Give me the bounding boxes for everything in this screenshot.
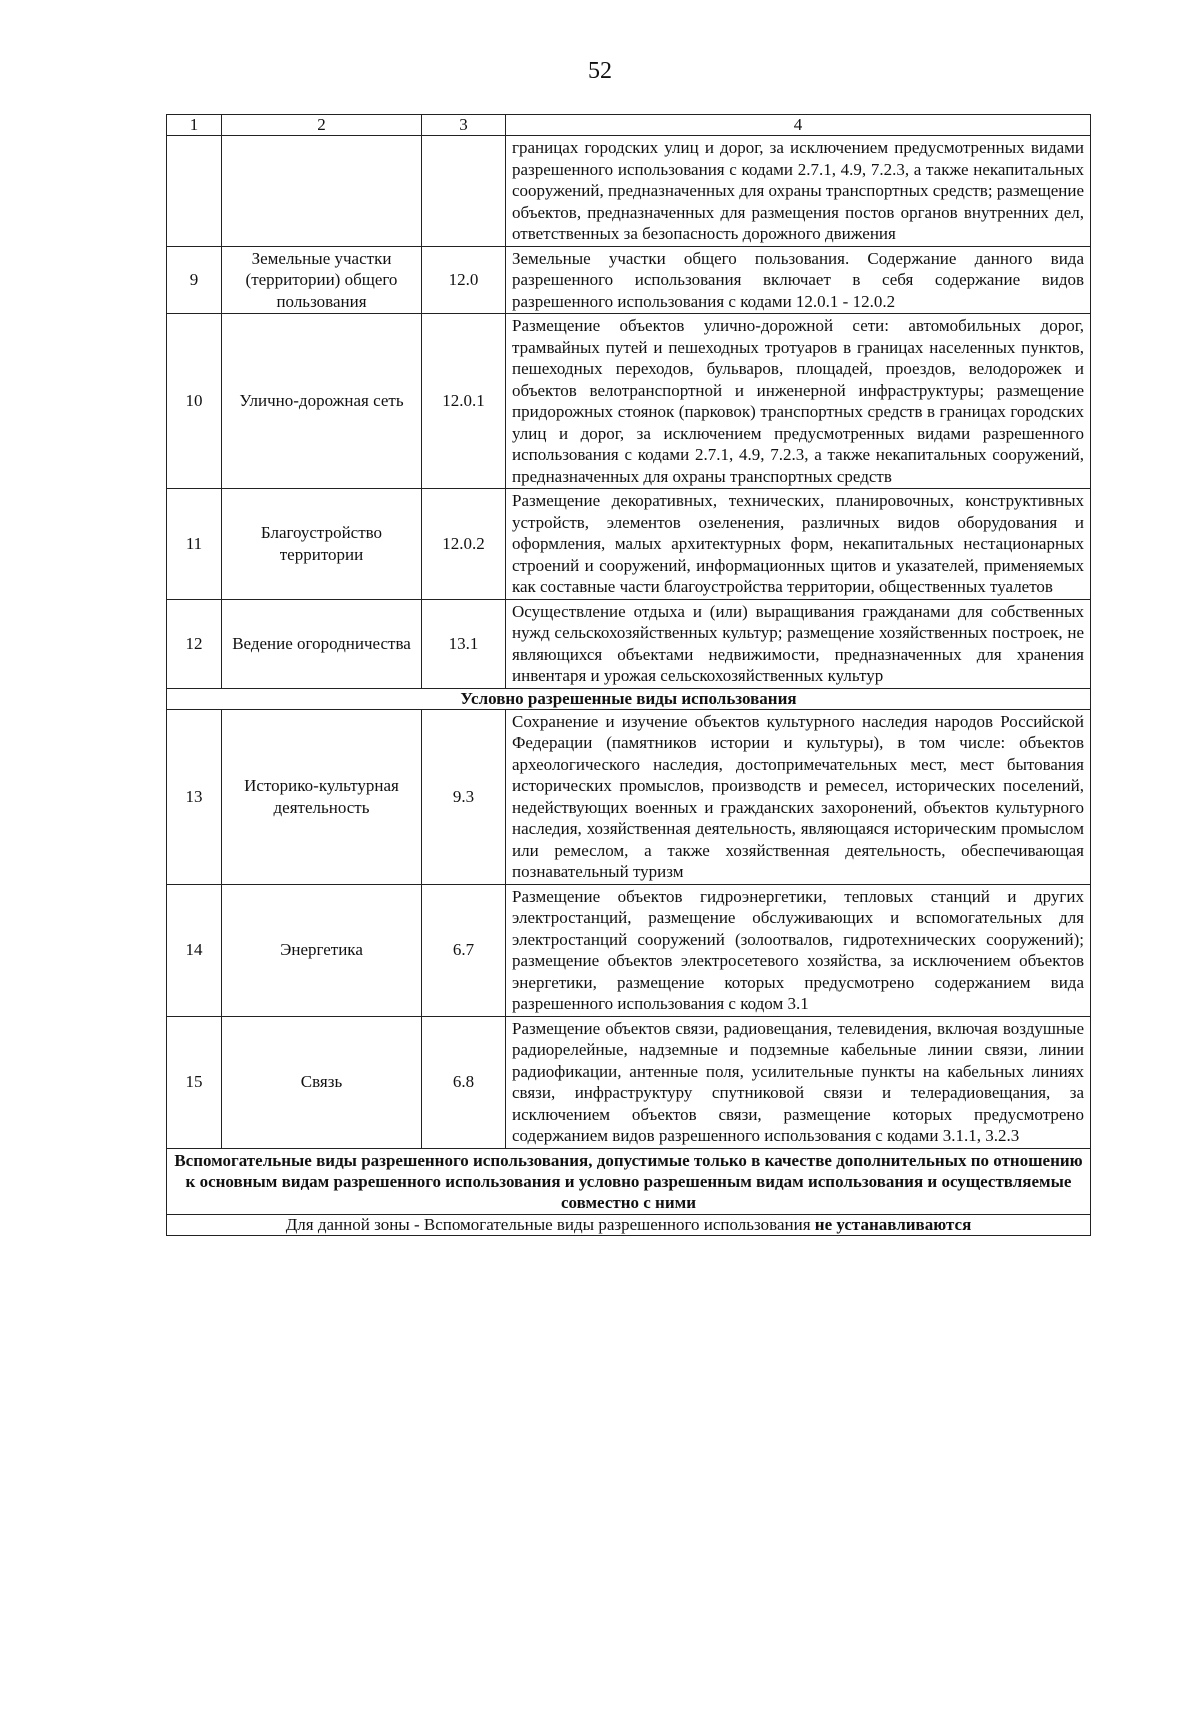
page-number: 52 (588, 58, 612, 84)
empty-cell (422, 136, 506, 247)
row-number: 13 (167, 709, 222, 884)
use-type-name: Энергетика (222, 884, 422, 1016)
use-type-description: Размещение объектов гидроэнергетики, тепловых станций и других электростанций, размещение обслуживающих и вспомогательных для электростанций сооружений (золоотвалов, гидротехнических сооружений); размещение объектов электросетевого хозяйства, за исключением объектов энергетики, размещение которых предусмотрено содержанием вида разрешенного использования с кодом 3.1 (506, 884, 1091, 1016)
use-type-description: Размещение объектов улично-дорожной сети: автомобильных дорог, трамвайных путей и пешеходных тротуаров в границах населенных пунктов, пешеходных переходов, бульваров, площадей, проездов, велодорожек и объектов велотранспортной и инженерной инфраструктуры; размещение придорожных стоянок (парковок) транспортных средств в границах городских улиц и дорог, за исключением предусмотренных видами разрешенного использования с кодами 2.7.1, 4.9, 7.2.3, а также некапитальных сооружений, предназначенных для охраны транспортных средств (506, 314, 1091, 489)
empty-cell (167, 136, 222, 247)
continuation-row (167, 136, 1091, 247)
use-type-description: Размещение декоративных, технических, планировочных, конструктивных устройств, элементов озеленения, различных видов оборудования и оформления, малых архитектурных форм, некапитальных нестационарных строений и сооружений, информационных щитов и указателей, применяемых как составные части благоустройства территории, общественных туалетов (506, 489, 1091, 600)
footer-note-text: Для данной зоны - Вспомогательные виды разрешенного использования (285, 1214, 815, 1234)
table-row (167, 489, 1091, 600)
use-type-code: 12.0 (422, 246, 506, 314)
table-row (167, 314, 1091, 489)
use-type-code: 6.7 (422, 884, 506, 1016)
use-type-code: 12.0.1 (422, 314, 506, 489)
land-use-table (166, 114, 1091, 1236)
table-row (167, 246, 1091, 314)
section-conditional-title: Условно разрешенные виды использования (167, 688, 1091, 709)
use-type-code: 6.8 (422, 1016, 506, 1148)
table-row (167, 1016, 1091, 1148)
table-row (167, 709, 1091, 884)
use-type-code: 9.3 (422, 709, 506, 884)
section-auxiliary-title: Вспомогательные виды разрешенного использования, допустимые только в качестве дополнительных по отношению к основным видам разрешенного использования и условно разрешенным видам использования и осуществляемые совместно с ними (167, 1148, 1091, 1214)
use-type-description: Осуществление отдыха и (или) выращивания гражданами для собственных нужд сельскохозяйственных культур; размещение хозяйственных построек, не являющихся объектами недвижимости, предназначенных для хранения инвентаря и урожая сельскохозяйственных культур (506, 599, 1091, 688)
row-number: 10 (167, 314, 222, 489)
section-auxiliary-row (167, 1148, 1091, 1214)
column-header-3: 3 (422, 115, 506, 136)
row-number: 14 (167, 884, 222, 1016)
section-conditional-row (167, 688, 1091, 709)
use-type-name: Связь (222, 1016, 422, 1148)
continuation-description: границах городских улиц и дорог, за исключением предусмотренных видами разрешенного использования с кодами 2.7.1, 4.9, 7.2.3, а также некапитальных сооружений, предназначенных для охраны транспортных средств; размещение объектов, предназначенных для размещения постов органов внутренних дел, ответственных за безопасность дорожного движения (506, 136, 1091, 247)
use-type-description: Размещение объектов связи, радиовещания, телевидения, включая воздушные радиорелейные, надземные и подземные кабельные линии связи, линии радиофикации, антенные поля, усилительные пункты на кабельных линиях связи, инфраструктуру спутниковой связи и телерадиовещания, за исключением объектов связи, размещение которых предусмотрено содержанием видов разрешенного использования с кодами 3.1.1, 3.2.3 (506, 1016, 1091, 1148)
table-row (167, 599, 1091, 688)
row-number: 12 (167, 599, 222, 688)
table-row (167, 884, 1091, 1016)
column-header-2: 2 (222, 115, 422, 136)
footer-note-emphasis: не устанавливаются (814, 1214, 972, 1234)
footer-row (167, 1214, 1091, 1235)
row-number: 11 (167, 489, 222, 600)
column-header-4: 4 (506, 115, 1091, 136)
row-number: 15 (167, 1016, 222, 1148)
use-type-description: Сохранение и изучение объектов культурного наследия народов Российской Федерации (памятников истории и культуры), в том числе: объектов археологического наследия, достопримечательных мест, мест бытования исторических промыслов, производств и ремесел, исторических поселений, недействующих военных и гражданских захоронений, объектов культурного наследия, хозяйственная деятельность, являющаяся историческим промыслом или ремеслом, а также хозяйственная деятельность, обеспечивающая познавательный туризм (506, 709, 1091, 884)
column-header-1: 1 (167, 115, 222, 136)
use-type-name: Историко-культурная деятельность (222, 709, 422, 884)
use-type-name: Земельные участки (территории) общего пользования (222, 246, 422, 314)
footer-note (167, 1214, 1091, 1235)
use-type-name: Благоустройство территории (222, 489, 422, 600)
use-type-code: 12.0.2 (422, 489, 506, 600)
use-type-name: Ведение огородничества (222, 599, 422, 688)
table-header-row (167, 115, 1091, 136)
use-type-code: 13.1 (422, 599, 506, 688)
use-type-name: Улично-дорожная сеть (222, 314, 422, 489)
use-type-description: Земельные участки общего пользования. Содержание данного вида разрешенного использования включает в себя содержание видов разрешенного использования с кодами 12.0.1 - 12.0.2 (506, 246, 1091, 314)
empty-cell (222, 136, 422, 247)
row-number: 9 (167, 246, 222, 314)
